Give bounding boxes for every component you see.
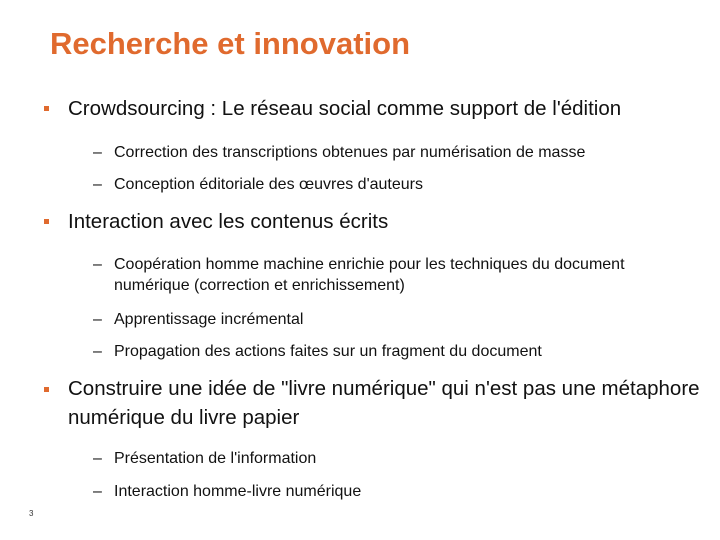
dash-marker: –	[93, 343, 102, 360]
bullet-item-1: Crowdsourcing : Le réseau social comme support de l'édition	[68, 97, 622, 120]
slide-title: Recherche et innovation	[50, 26, 411, 61]
dash-marker: –	[93, 483, 102, 500]
sub-item-text: Conception éditoriale des œuvres d'auteurs	[114, 176, 423, 193]
sub-item-text: Correction des transcriptions obtenues par numérisation de masse	[114, 144, 586, 161]
bullet-item-3: Construire une idée de "livre numérique" qui n'est pas une métaphore numérique du livre papier	[68, 377, 700, 429]
sub-item-text: Coopération homme machine enrichie pour les techniques du document numérique (correction et enrichissement)	[114, 256, 625, 294]
dash-marker: –	[93, 311, 102, 328]
sub-item-text: Propagation des actions faites sur un fragment du document	[114, 343, 542, 360]
bullet-marker	[44, 106, 49, 111]
dash-marker: –	[93, 450, 102, 467]
dash-marker: –	[93, 176, 102, 193]
dash-marker: –	[93, 144, 102, 161]
page-number: 3	[29, 509, 34, 518]
sub-item-text: Présentation de l'information	[114, 450, 317, 467]
dash-marker: –	[93, 256, 102, 273]
bullet-marker	[44, 387, 49, 392]
sub-item-text: Interaction homme-livre numérique	[114, 483, 362, 500]
sub-item-text: Apprentissage incrémental	[114, 311, 304, 328]
bullet-marker	[44, 219, 49, 224]
bullet-item-2: Interaction avec les contenus écrits	[68, 210, 389, 233]
